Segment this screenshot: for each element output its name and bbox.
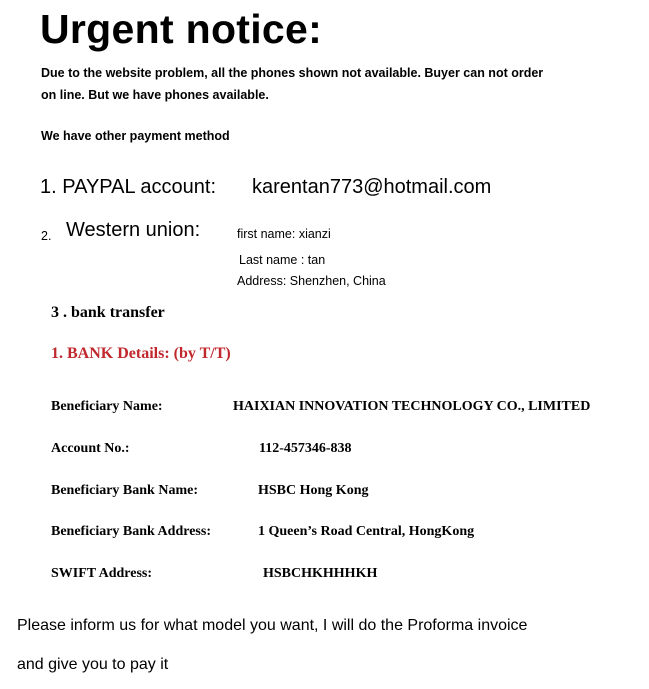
closing-text-line-2: and give you to pay it <box>17 656 169 673</box>
western-union-number: 2. <box>41 229 52 243</box>
closing-text-line-1: Please inform us for what model you want, I will do the Proforma invoice <box>17 617 528 634</box>
western-union-address: Address: Shenzhen, China <box>237 274 386 288</box>
bank-details-heading: 1. BANK Details: (by T/T) <box>51 345 231 362</box>
paypal-email: karentan773@hotmail.com <box>252 176 492 198</box>
bank-name-label: Beneficiary Bank Name: <box>51 483 198 498</box>
intro-text-line-2: on line. But we have phones available. <box>41 88 269 102</box>
swift-address-value: HSBCHKHHHKH <box>263 566 378 581</box>
other-payment-note: We have other payment method <box>41 129 230 143</box>
account-number-value: 112-457346-838 <box>259 441 352 456</box>
western-union-first-name: first name: xianzi <box>237 227 331 241</box>
intro-text-line-1: Due to the website problem, all the phones shown not available. Buyer can not order <box>41 66 544 80</box>
bank-transfer-heading: 3 . bank transfer <box>51 304 165 321</box>
beneficiary-name-label: Beneficiary Name: <box>51 399 163 414</box>
bank-address-label: Beneficiary Bank Address: <box>51 524 211 539</box>
beneficiary-name-value: HAIXIAN INNOVATION TECHNOLOGY CO., LIMITED <box>233 399 591 414</box>
swift-address-label: SWIFT Address: <box>51 566 153 581</box>
western-union-label: Western union: <box>66 219 201 241</box>
paypal-label: 1. PAYPAL account: <box>40 176 217 198</box>
bank-address-value: 1 Queen’s Road Central, HongKong <box>258 524 475 539</box>
western-union-last-name: Last name : tan <box>239 253 326 267</box>
page-title: Urgent notice: <box>40 6 323 52</box>
bank-name-value: HSBC Hong Kong <box>258 483 369 498</box>
account-number-label: Account No.: <box>51 441 130 456</box>
